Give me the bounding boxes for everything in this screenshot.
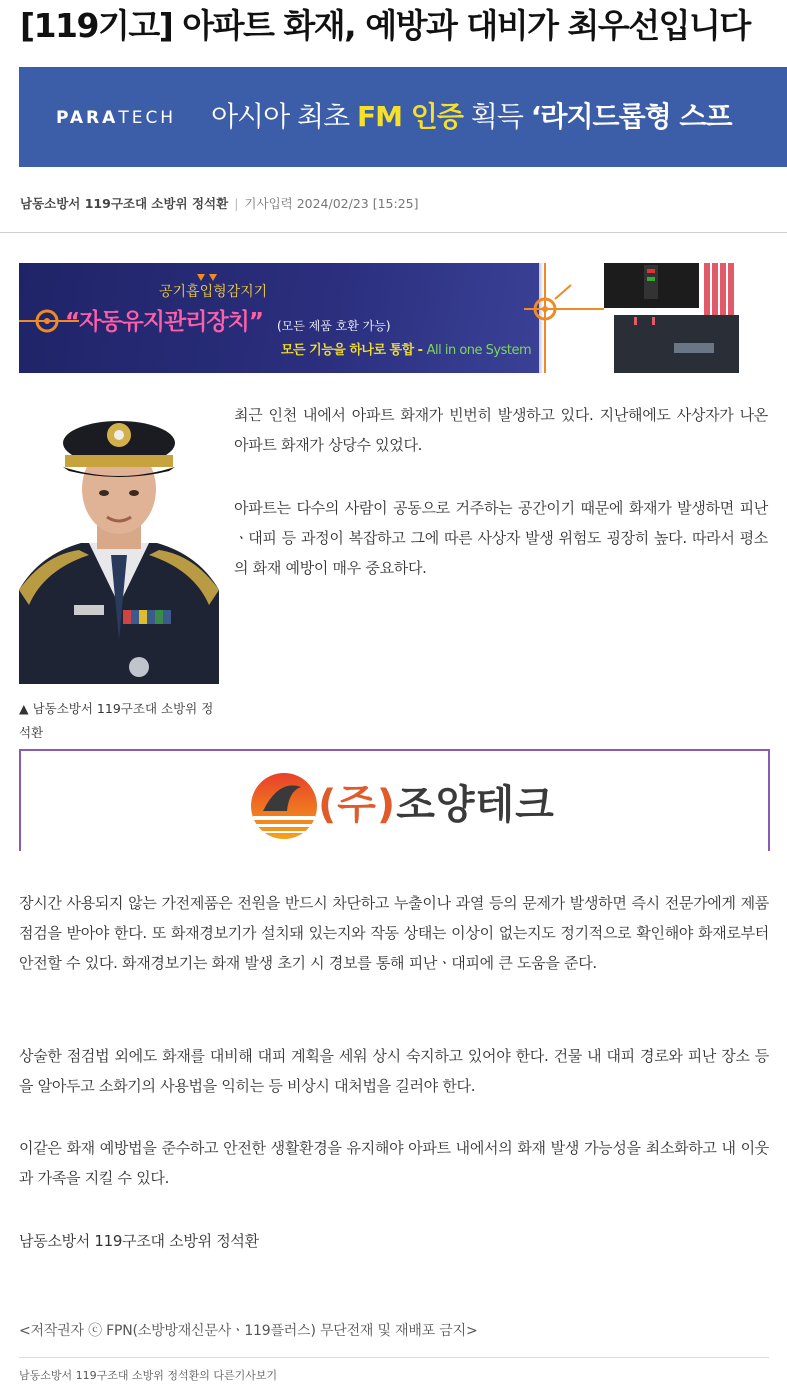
ad-compat-note: (모든 제품 호환 가능) [277, 319, 391, 333]
header-divider [0, 232, 787, 233]
joyangtech-ad-box[interactable] [19, 749, 770, 851]
paratech-ad-text: 아시아 최초 FM 인증 획득 ‘라지드롭형 스프 [211, 100, 732, 133]
article-byline [20, 194, 419, 212]
device-image [604, 263, 739, 373]
article-paragraph: 장시간 사용되지 않는 가전제품은 전원을 반드시 차단하고 누출이나 과열 등의 문제가 발생하면 즉시 전문가에게 제품 점검을 받아야 한다. 또 화재경보기가 설치돼 있는지와 작동 상태는 이상이 없는지도 정기적으로 확인해야 화재로부터 안전할 수 있다. 화재경보기는 화재 발생 초기 시 경보를 통해 피난ㆍ대피에 큰 도움을 준다. [19, 894, 769, 972]
auto-maintenance-ad-banner[interactable] [19, 263, 768, 373]
article-signature: 남동소방서 119구조대 소방위 정석환 [19, 1232, 259, 1250]
joyangtech-logo-icon [249, 771, 319, 841]
author-photo [19, 405, 219, 684]
copyright-notice: <저작권자 ⓒ FPN(소방방재신문사ㆍ119플러스) 무단전재 및 재배포 금지> [19, 1323, 478, 1339]
joyangtech-company-name: (주)조양테크 [318, 782, 555, 828]
paratech-ad-banner[interactable] [19, 67, 787, 167]
article-paragraph: 이같은 화재 예방법을 준수하고 안전한 생활환경을 유지해야 아파트 내에서의 화재 발생 가능성을 최소화하고 내 이웃과 가족을 지킬 수 있다. [19, 1139, 769, 1187]
footer-divider [19, 1357, 769, 1358]
ad-integration: 모든 기능을 하나로 통합 - All in one System [281, 343, 532, 358]
ad-headline: “자동유지관리장치” [65, 309, 263, 335]
article-paragraph: 상술한 점검법 외에도 화재를 대비해 대피 계획을 세워 상시 숙지하고 있어야 한다. 건물 내 대피 경로와 피난 장소 등을 알아두고 소화기의 사용법을 익히는 등 비상시 대처법을 길러야 한다. [19, 1047, 769, 1095]
article-paragraph: 아파트는 다수의 사람이 공동으로 거주하는 공간이기 때문에 화재가 발생하면 피난ㆍ대피 등 과정이 복잡하고 그에 따른 사상자 발생 위험도 굉장히 높다. 따라서 평소의 화재 예방이 매우 중요하다. [234, 499, 768, 577]
paratech-logo: PARATECH [56, 108, 177, 128]
ad-subtitle: 공기흡입형감지기 [159, 284, 268, 300]
byline-date: 기사입력 2024/02/23 [15:25] [244, 196, 419, 211]
more-articles-link[interactable]: 남동소방서 119구조대 소방위 정석환의 다른기사보기 [19, 1369, 278, 1382]
article-title: [119기고] 아파트 화재, 예방과 대비가 최우선입니다 [20, 6, 750, 45]
byline-writer[interactable]: 남동소방서 119구조대 소방위 정석환 [20, 196, 229, 211]
article-paragraph: 최근 인천 내에서 아파트 화재가 빈번히 발생하고 있다. 지난해에도 사상자가 나온 아파트 화재가 상당수 있었다. [234, 406, 768, 454]
byline-separator: | [234, 196, 239, 211]
photo-caption: ▲ 남동소방서 119구조대 소방위 정석환 [19, 701, 214, 740]
